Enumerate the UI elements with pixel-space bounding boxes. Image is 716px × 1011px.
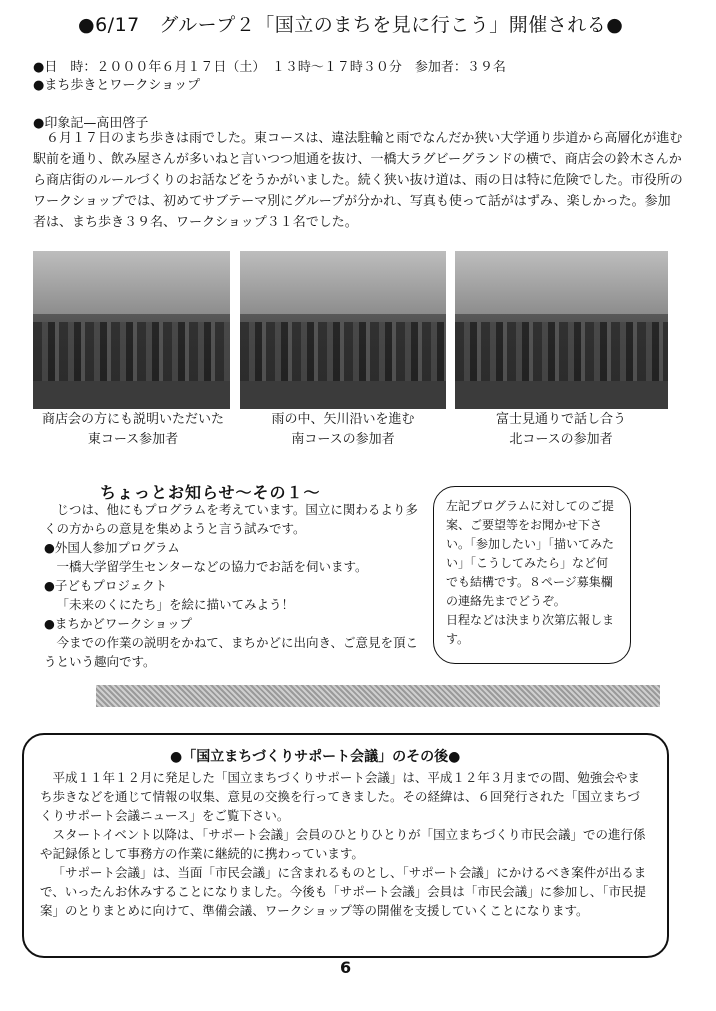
notice-heading: ちょっとお知らせ～その１～ xyxy=(100,483,321,502)
notice-item-desc: 今までの作業の説明をかねて、まちかどに出向き、ご意見を頂こうという趣向です。 xyxy=(44,635,418,669)
impression-text: ６月１７日のまち歩きは雨でした。東コースは、違法駐輪と雨でなんだか狭い大学通り歩道から高層化が進む駅前を通り、飲み屋さんが多いねと言いつつ旭通を抜け、一橋大ラグビーグランドの横で、商店会の鈴木さんから商店街のルールづくりのお話などをうかがいました。続く狭い抜け道は、雨の日は特に危険でした。市役所のワークショップでは、初めてサブテーマ別にグループが分かれ、写真も使って話がはずみ、楽しかった。参加者は、まち歩き３９名、ワークショップ３１名でした。 xyxy=(33,131,683,230)
photo-north-course xyxy=(455,251,668,409)
caption-line: 商店会の方にも説明いただいた xyxy=(41,412,224,427)
support-heading: ●「国立まちづくりサポート会議」のその後● xyxy=(170,749,461,765)
support-body xyxy=(40,768,650,920)
caption-line: 北コースの参加者 xyxy=(509,432,613,447)
page-title: ●6/17 グループ２「国立のまちを見に行こう」開催される● xyxy=(78,14,624,36)
notice-body xyxy=(44,500,424,671)
feedback-text: 左記プログラムに対してのご提案、ご要望等をお聞かせ下さい。「参加したい」「描いてみたい」「こうしてみたら」など何でも結構です。８ページ募集欄の連絡先までどうぞ。 xyxy=(446,499,615,608)
notice-item-title: ●まちかどワークショップ xyxy=(44,616,193,631)
support-paragraph: スタートイベント以降は、「サポート会議」会員のひとりひとりが「国立まちづくり市民会議」での進行係や記録係として事務方の作業に継続的に携わっています。 xyxy=(40,827,646,861)
caption-line: 雨の中、矢川沿いを進む xyxy=(271,412,415,427)
notice-intro: じつは、他にもプログラムを考えています。国立に関わるより多くの方からの意見を集めようと言う試みです。 xyxy=(44,502,418,536)
photo-caption-south xyxy=(236,410,450,450)
caption-line: 富士見通りで話し合う xyxy=(495,412,626,427)
notice-item-title: ●子どもプロジェクト xyxy=(44,578,168,593)
support-paragraph: 「サポート会議」は、当面「市民会議」に含まれるものとし、「サポート会議」にかけるべき案件が出るまで、いったんお休みすることになりました。今後も「サポート会議」会員は「市民会議」に参加し、「市民提案」のとりまとめに向けて、準備会議、ワークショップ等の開催を支援していくことになります。 xyxy=(40,865,647,918)
photo-caption-north xyxy=(454,410,668,450)
photo-east-course xyxy=(33,251,230,409)
notice-item-desc: 一橋大学留学生センターなどの協力でお話を伺います。 xyxy=(56,559,368,574)
photo-south-course xyxy=(240,251,446,409)
notice-item-desc: 「未来のくにたち」を絵に描いてみよう！ xyxy=(56,597,295,612)
support-paragraph: 平成１１年１２月に発足した「国立まちづくりサポート会議」は、平成１２年３月までの間、勉強会やまち歩きなどを通じて情報の収集、意見の交換を行ってきました。その経緯は、６回発行された「国立まちづくりサポート会議ニュース」をご覧下さい。 xyxy=(40,770,640,823)
event-date-line: ●日 時：２０００年６月１７日（土） １３時～１７時３０分 参加者：３９名 xyxy=(33,60,506,75)
feedback-note: 日程などは決まり次第広報します。 xyxy=(446,613,615,646)
photo-caption-east xyxy=(26,410,240,450)
caption-line: 南コースの参加者 xyxy=(291,432,395,447)
impression-heading: ●印象記—高田啓子 xyxy=(33,116,149,131)
page-number: 6 xyxy=(340,958,352,977)
notice-item-title: ●外国人参加プログラム xyxy=(44,540,180,555)
caption-line: 東コース参加者 xyxy=(87,432,179,447)
feedback-box xyxy=(433,486,631,664)
event-activity-line: ●まち歩きとワークショップ xyxy=(33,78,201,93)
